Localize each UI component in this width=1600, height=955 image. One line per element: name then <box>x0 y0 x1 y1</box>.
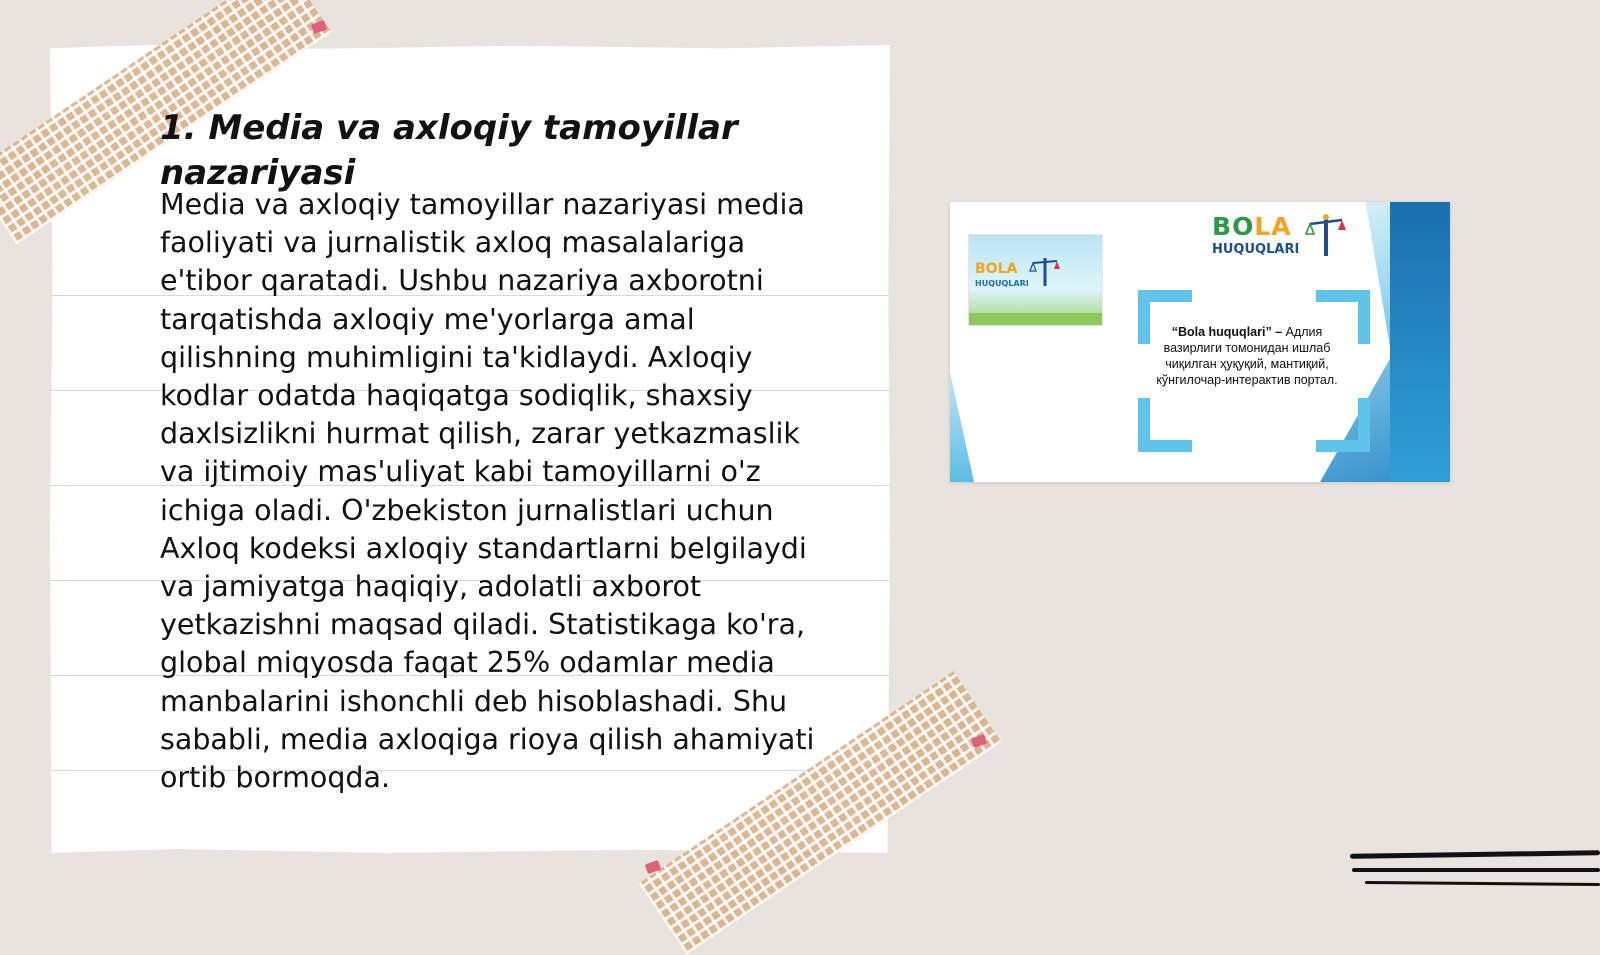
thumbnail-logo-subtext: HUQUQLARI <box>975 279 1029 288</box>
scale-icon <box>1304 212 1348 258</box>
logo-word <box>1212 212 1292 241</box>
brush-stroke <box>1350 850 1600 858</box>
thumbnail-logo-text: BOLA <box>975 261 1018 277</box>
logo-letter: L <box>1254 212 1272 241</box>
caption-text: Адлия вазирлиги томонидан ишлаб чиқилган ҳуқуқий, мантиқий, кўнгилочар-интерактив портал. <box>1156 325 1338 387</box>
decorative-band <box>950 372 974 482</box>
frame-corner <box>1316 398 1370 452</box>
bola-huquqlari-logo <box>1212 212 1352 262</box>
logo-letter: A <box>1271 212 1292 241</box>
portal-thumbnail <box>968 234 1103 326</box>
slide-title: 1. Media va axloqiy tamoyillar nazariyasi <box>160 108 738 193</box>
logo-subtext: HUQUQLARI <box>1212 242 1300 257</box>
decorative-band <box>1390 202 1450 482</box>
logo-text <box>1212 214 1292 240</box>
grass-strip <box>969 313 1102 325</box>
bola-huquqlari-slide-image <box>950 202 1450 482</box>
brush-stroke <box>1365 881 1600 886</box>
scale-icon <box>1029 255 1061 289</box>
logo-letter: B <box>1212 212 1233 241</box>
caption-bold: “Bola huquqlari” – <box>1171 325 1283 339</box>
frame-corner <box>1138 398 1192 452</box>
slide-caption <box>1146 324 1348 388</box>
body-paragraph: Media va axloqiy tamoyillar nazariyasi media faoliyati va jurnalistik axloq masalalariga e'tibor qaratadi. Ushbu nazariya axborotni tarqatishda axloqiy me'yorlarga amal qilishning muhimligini ta'kidlaydi. Axloqiy kodlar odatda haqiqatga sodiqlik, shaxsiy daxlsizlikni hurmat qilish, zarar yetkazmaslik va ijtimoiy mas'uliyat kabi tamoyillarni o'z ichiga oladi. O'zbekiston jurnalistlari uchun Axloq kodeksi axloqiy standartlarni belgilaydi va jamiyatga haqiqiy, adolatli axborot yetkazishni maqsad qiladi. Statistikaga ko'ra, global miqyosda faqat 25% odamlar media manbalarini ishonchli deb hisoblashadi. Shu sababli, media axloqiga rioya qilish ahamiyati ortib bormoqda. <box>160 188 815 795</box>
logo-letter: O <box>1232 212 1255 241</box>
brush-stroke <box>1352 868 1600 872</box>
